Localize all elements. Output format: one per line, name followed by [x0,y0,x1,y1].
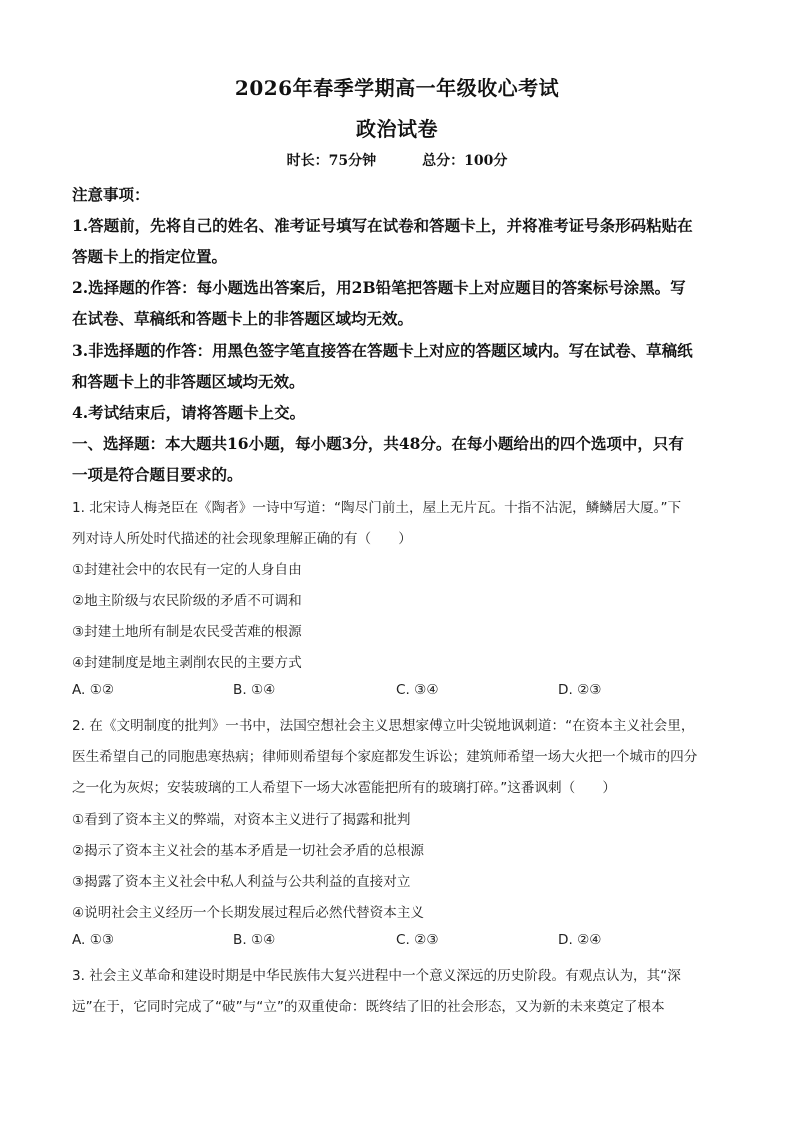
option-a: A. ①③ [72,932,115,948]
exam-subject: 政治试卷 [356,117,438,141]
question-item: ①看到了资本主义的弊端，对资本主义进行了揭露和批判 [72,812,411,828]
option-c: C. ③④ [396,682,439,698]
note-line: 2.选择题的作答：每小题选出答案后，用2B铅笔把答题卡上对应题目的答案标号涂黑。写 [72,278,686,297]
note-line: 答题卡上的指定位置。 [72,247,228,266]
option-c: C. ②③ [396,932,439,948]
exam-total-score: 总分：100分 [422,153,508,169]
question-item: ④说明社会主义经历一个长期发展过程后必然代替资本主义 [72,905,425,921]
question-item: ③揭露了资本主义社会中私人利益与公共利益的直接对立 [72,874,411,890]
question-item: ②揭示了资本主义社会的基本矛盾是一切社会矛盾的总根源 [72,843,425,859]
exam-title: 2026年春季学期高一年级收心考试 [234,76,560,100]
question-stem: 2. 在《文明制度的批判》一书中，法国空想社会主义思想家傅立叶尖锐地讽刺道：“在资本主义社会里， [72,718,695,734]
section-heading: 一项是符合题目要求的。 [72,465,243,484]
section-heading: 一、选择题：本大题共16小题，每小题3分，共48分。在每小题给出的四个选项中，只有 [72,434,684,453]
option-a: A. ①② [72,682,115,698]
notes-heading: 注意事项： [72,185,150,204]
question-item: ②地主阶级与农民阶级的矛盾不可调和 [72,593,302,609]
question-stem: 医生希望自己的同胞患寒热病；律师则希望每个家庭都发生诉讼；建筑师希望一场大火把一个城市的四分 [72,749,698,765]
exam-duration: 时长：75分钟 [286,153,377,169]
option-d: D. ②③ [558,682,602,698]
option-b: B. ①④ [233,932,276,948]
exam-meta [0,150,794,170]
question-stem: 远”在于，它同时完成了“破”与“立”的双重使命：既终结了旧的社会形态，又为新的未来奠定了根本 [72,999,665,1015]
question-stem: 列对诗人所处时代描述的社会现象理解正确的有（ ） [72,531,412,547]
question-item: ①封建社会中的农民有一定的人身自由 [72,562,302,578]
note-line: 在试卷、草稿纸和答题卡上的非答题区域均无效。 [72,309,414,328]
question-item: ④封建制度是地主剥削农民的主要方式 [72,655,302,671]
note-line: 和答题卡上的非答题区域均无效。 [72,372,305,391]
question-item: ③封建土地所有制是农民受苦难的根源 [72,624,302,640]
note-line: 4.考试结束后，请将答题卡上交。 [72,403,306,422]
question-stem: 之一化为灰烬；安装玻璃的工人希望下一场大冰雹能把所有的玻璃打碎。”这番讽刺（ ） [72,780,616,796]
option-b: B. ①④ [233,682,276,698]
option-d: D. ②④ [558,932,602,948]
question-stem: 1. 北宋诗人梅尧臣在《陶者》一诗中写道：“陶尽门前土，屋上无片瓦。十指不沾泥，鳞鳞居大厦。”下 [72,500,682,516]
note-line: 1.答题前，先将自己的姓名、准考证号填写在试卷和答题卡上，并将准考证号条形码粘贴在 [72,216,693,235]
note-line: 3.非选择题的作答：用黑色签字笔直接答在答题卡上对应的答题区域内。写在试卷、草稿纸 [72,341,693,360]
question-stem: 3. 社会主义革命和建设时期是中华民族伟大复兴进程中一个意义深远的历史阶段。有观点认为，其“深 [72,968,681,984]
